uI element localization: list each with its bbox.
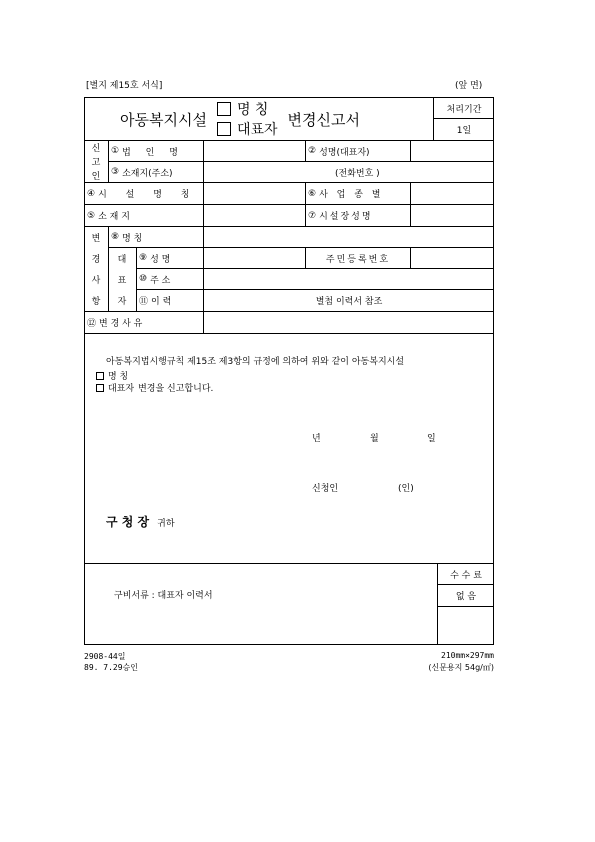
title-options: [217, 99, 278, 139]
checkbox-icon[interactable]: [96, 372, 104, 380]
approval-date: 89. 7.29승인: [84, 663, 138, 672]
page-side-label: (앞 면): [455, 81, 483, 91]
resident-number-label: 주민등록번호: [325, 254, 391, 265]
facility-location-label: ⑤ 소 재 지: [87, 210, 130, 222]
paper-size: 210mm×297mm: [441, 651, 494, 660]
facility-head-label: ⑦ 시설장성명: [308, 210, 373, 222]
recipient: 구 청 장 귀하: [106, 515, 175, 529]
change-reason-label: ⑫ 변 경 사 유: [87, 319, 143, 329]
applicant-section-label: 신 고 인: [91, 144, 101, 182]
form-code: 2908-44일: [84, 652, 126, 661]
date-year[interactable]: 년: [312, 434, 321, 444]
fee-label: 수 수 료: [450, 570, 482, 581]
corp-name-label: ① 법 인 명: [111, 146, 184, 158]
phone-field[interactable]: (전화번호 ): [335, 168, 380, 179]
fee-value: 없 음: [455, 592, 477, 602]
facility-name-label: ④ 시 설 명 칭: [87, 188, 198, 200]
title-suffix: 변경신고서: [287, 110, 360, 129]
declaration-option-rep[interactable]: 대표자 변경을 신고합니다.: [96, 381, 213, 394]
address-label: ③ 소재지(주소): [111, 167, 173, 179]
form-title: [90, 98, 430, 140]
rep-career-label: ⑪ 이 력: [139, 297, 172, 307]
changes-section-label: 변 경 사 항: [91, 234, 101, 307]
processing-period-label: 처리기간: [446, 104, 482, 115]
title-option-rep[interactable]: 대표자: [217, 119, 278, 139]
form-number: [별지 제15호 서식]: [86, 81, 163, 91]
career-note: 별첨 이력서 참조: [315, 297, 383, 307]
required-documents: 구비서류 : 대표자 이력서: [114, 591, 213, 601]
checkbox-icon[interactable]: [217, 122, 231, 136]
rep-name-label: ② 성명(대표자): [308, 146, 370, 158]
title-prefix: 아동복지시설: [120, 110, 207, 129]
declaration-option-name[interactable]: 명 칭: [96, 369, 128, 382]
paper-spec: (신문용지 54g/㎡): [428, 663, 494, 672]
checkbox-icon[interactable]: [96, 384, 104, 392]
date-day[interactable]: 일: [427, 434, 436, 444]
business-type-label: ⑥ 사 업 종 별: [308, 188, 384, 200]
title-option-name[interactable]: 명 칭: [217, 99, 278, 119]
declaration-text: 아동복지법시행규칙 제15조 제3항의 규정에 의하여 위와 같이 아동복지시설: [106, 357, 405, 367]
seal-mark: (인): [398, 484, 414, 494]
applicant-signature-label: 신청인: [312, 484, 339, 494]
processing-period-value: 1일: [456, 126, 472, 136]
new-name-label: ⑧ 명 칭: [111, 232, 143, 244]
rep-new-name-label: ⑨ 성 명: [139, 253, 171, 265]
rep-address-label: ⑩ 주 소: [139, 274, 171, 286]
date-month[interactable]: 월: [370, 434, 379, 444]
checkbox-icon[interactable]: [217, 102, 231, 116]
representative-label: 대 표 자: [117, 255, 127, 307]
